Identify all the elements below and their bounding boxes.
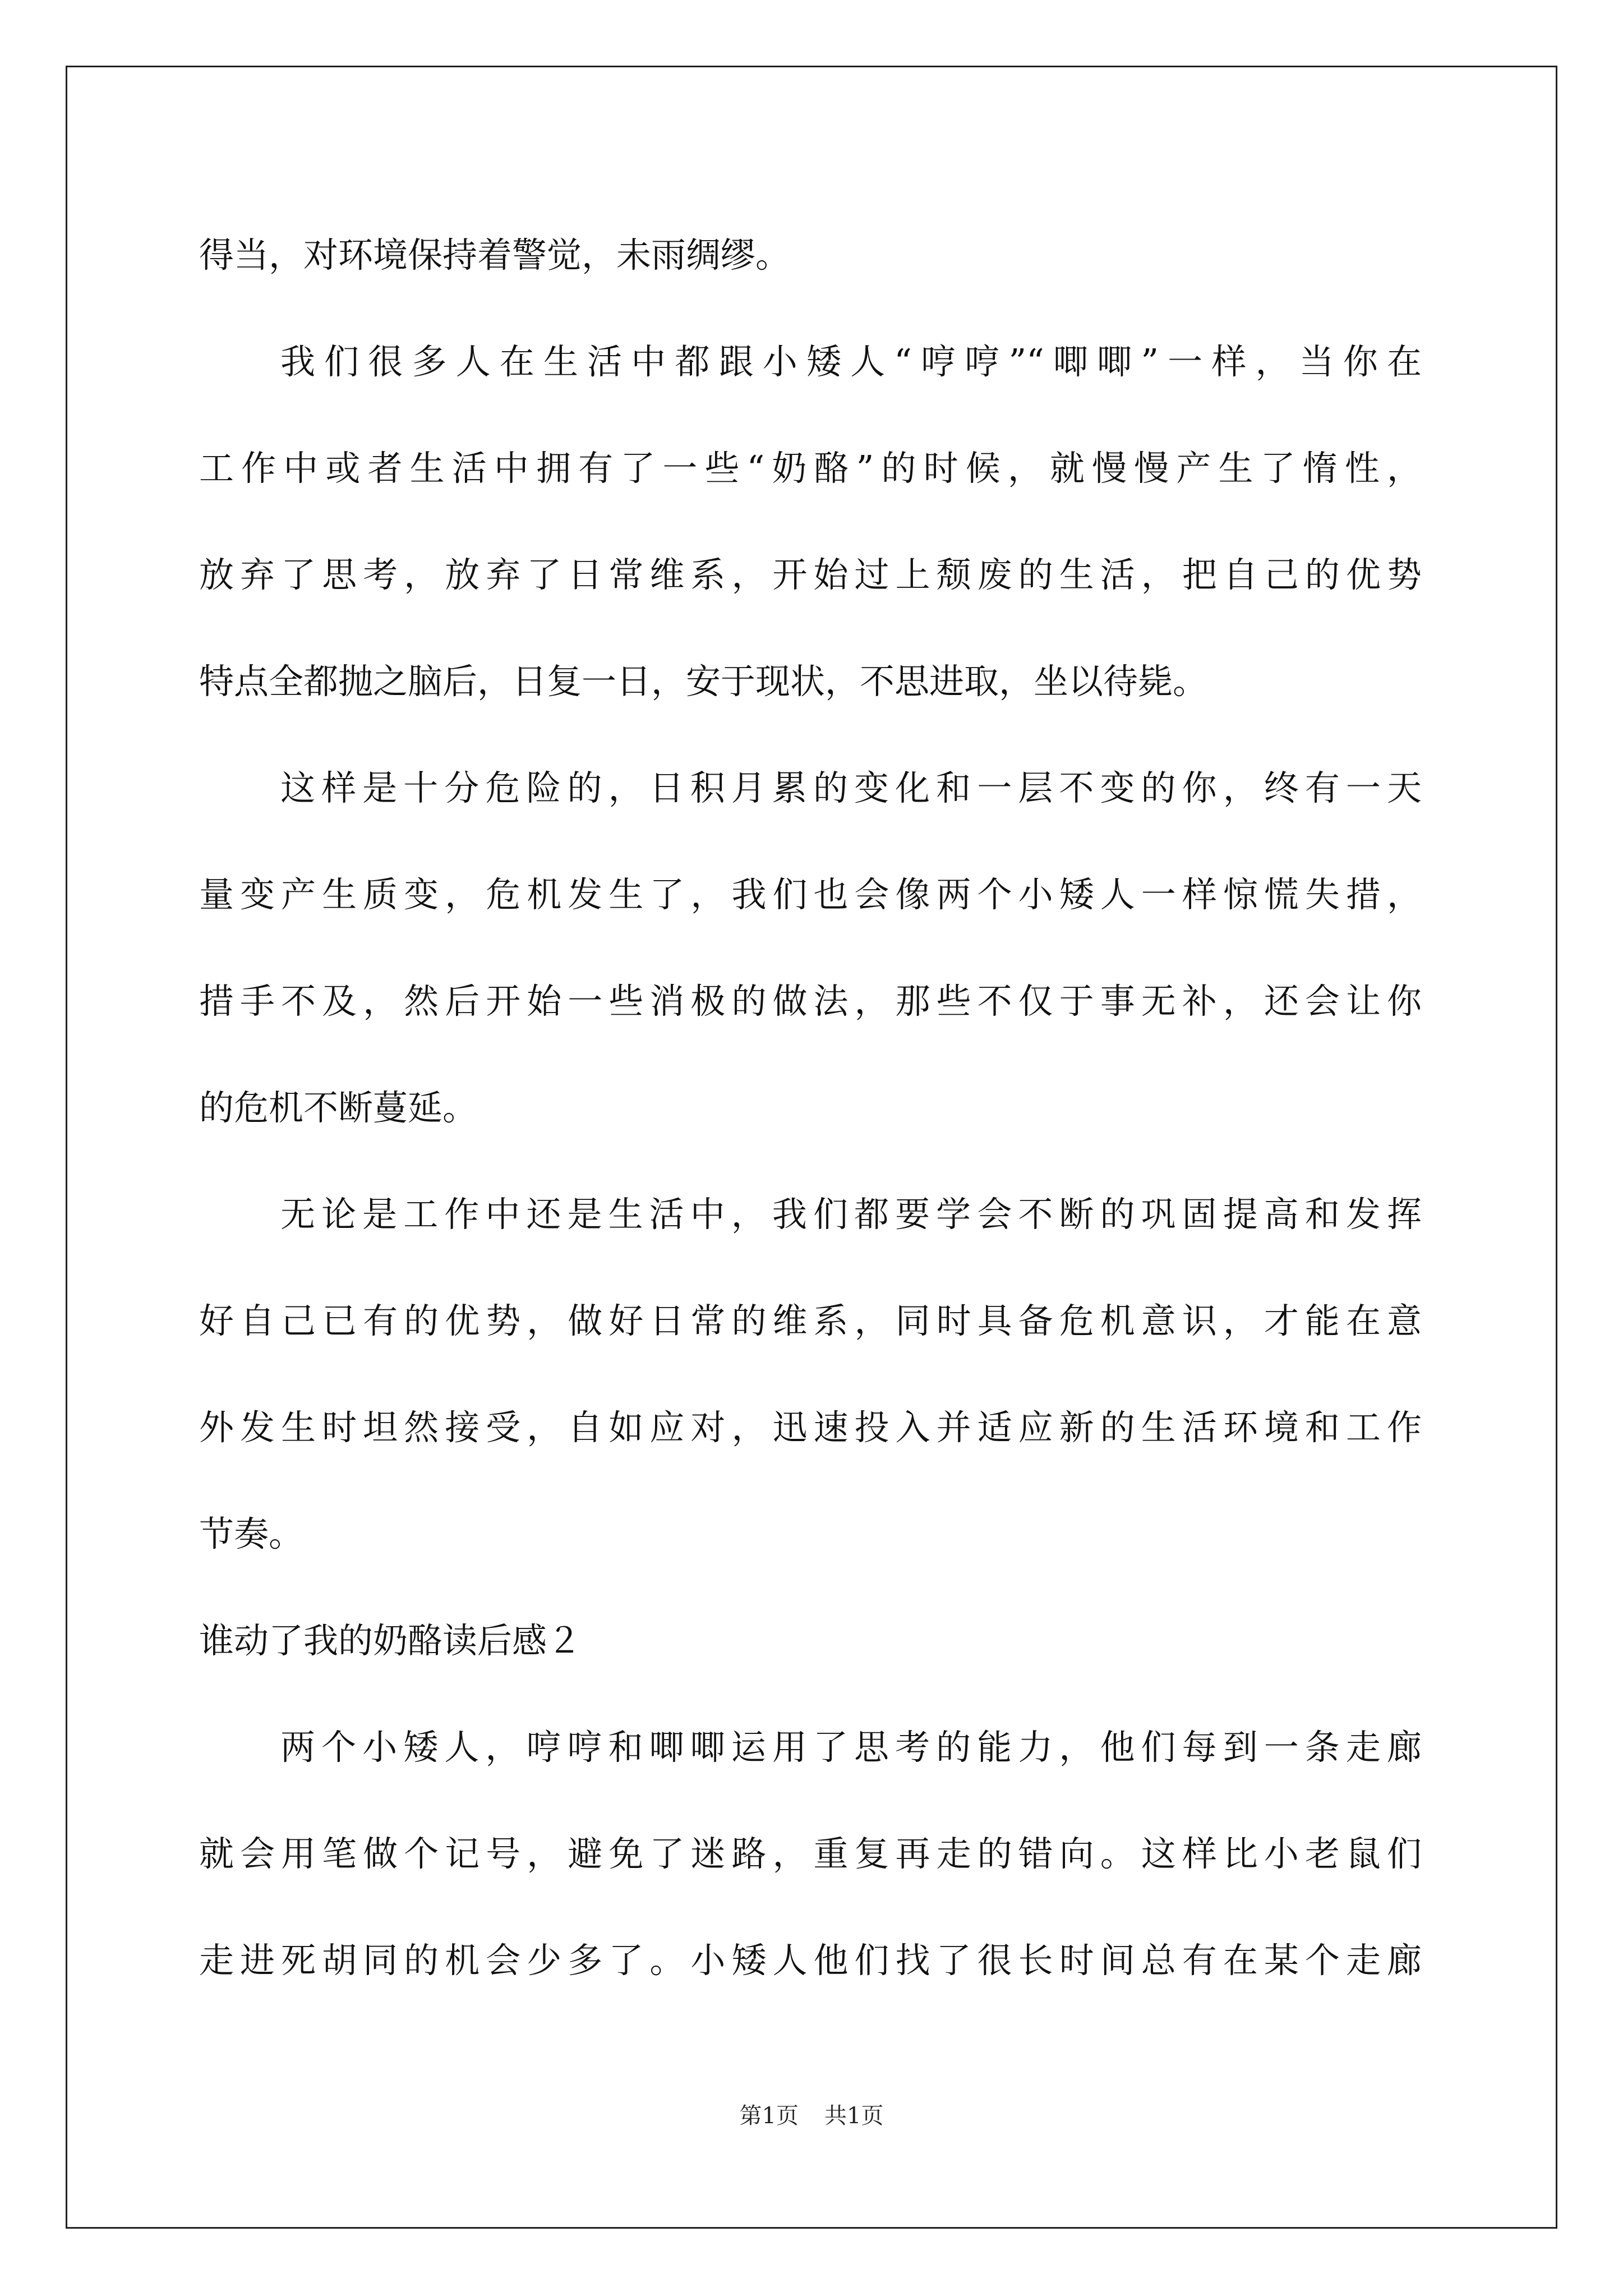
text-line: 得当，对环境保持着警觉，未雨绸缪。 bbox=[199, 234, 791, 275]
page-number: 第1页 bbox=[739, 2103, 799, 2129]
section-heading: 谁动了我的奶酪读后感２ bbox=[199, 1620, 582, 1661]
text-line: 措手不及，然后开始一些消极的做法，那些不仅于事无补，还会让你 bbox=[199, 981, 1422, 1022]
text-line: 放弃了思考，放弃了日常维系，开始过上颓废的生活，把自己的优势 bbox=[199, 554, 1422, 595]
text-line: 就会用笔做个记号，避免了迷路，重复再走的错向。这样比小老鼠们 bbox=[199, 1833, 1422, 1874]
text-line: 这样是十分危险的，日积月累的变化和一层不变的你，终有一天 bbox=[280, 767, 1422, 808]
text-line: 外发生时坦然接受，自如应对，迅速投入并适应新的生活环境和工作 bbox=[199, 1407, 1422, 1448]
document-body bbox=[199, 202, 1422, 2014]
text-line: 节奏。 bbox=[199, 1513, 304, 1554]
text-line: 特点全都抛之脑后，日复一日，安于现状，不思进取，坐以待毙。 bbox=[199, 661, 1208, 702]
text-line: 两个小矮人，哼哼和唧唧运用了思考的能力，他们每到一条走廊 bbox=[280, 1727, 1422, 1768]
text-line: 好自己已有的优势，做好日常的维系，同时具备危机意识，才能在意 bbox=[199, 1300, 1422, 1341]
text-line: 量变产生质变，危机发生了，我们也会像两个小矮人一样惊慌失措， bbox=[199, 874, 1422, 915]
text-line: 无论是工作中还是生活中，我们都要学会不断的巩固提高和发挥 bbox=[280, 1194, 1422, 1235]
page-footer bbox=[0, 2098, 1623, 2130]
text-line: 工作中或者生活中拥有了一些“奶酪”的时候，就慢慢产生了惰性， bbox=[199, 448, 1422, 489]
text-line: 的危机不断蔓延。 bbox=[199, 1087, 478, 1128]
text-line: 我们很多人在生活中都跟小矮人“哼哼”“唧唧”一样，当你在 bbox=[280, 341, 1422, 382]
text-line: 走进死胡同的机会少多了。小矮人他们找了很长时间总有在某个走廊 bbox=[199, 1940, 1422, 1981]
page-total: 共1页 bbox=[824, 2103, 884, 2129]
